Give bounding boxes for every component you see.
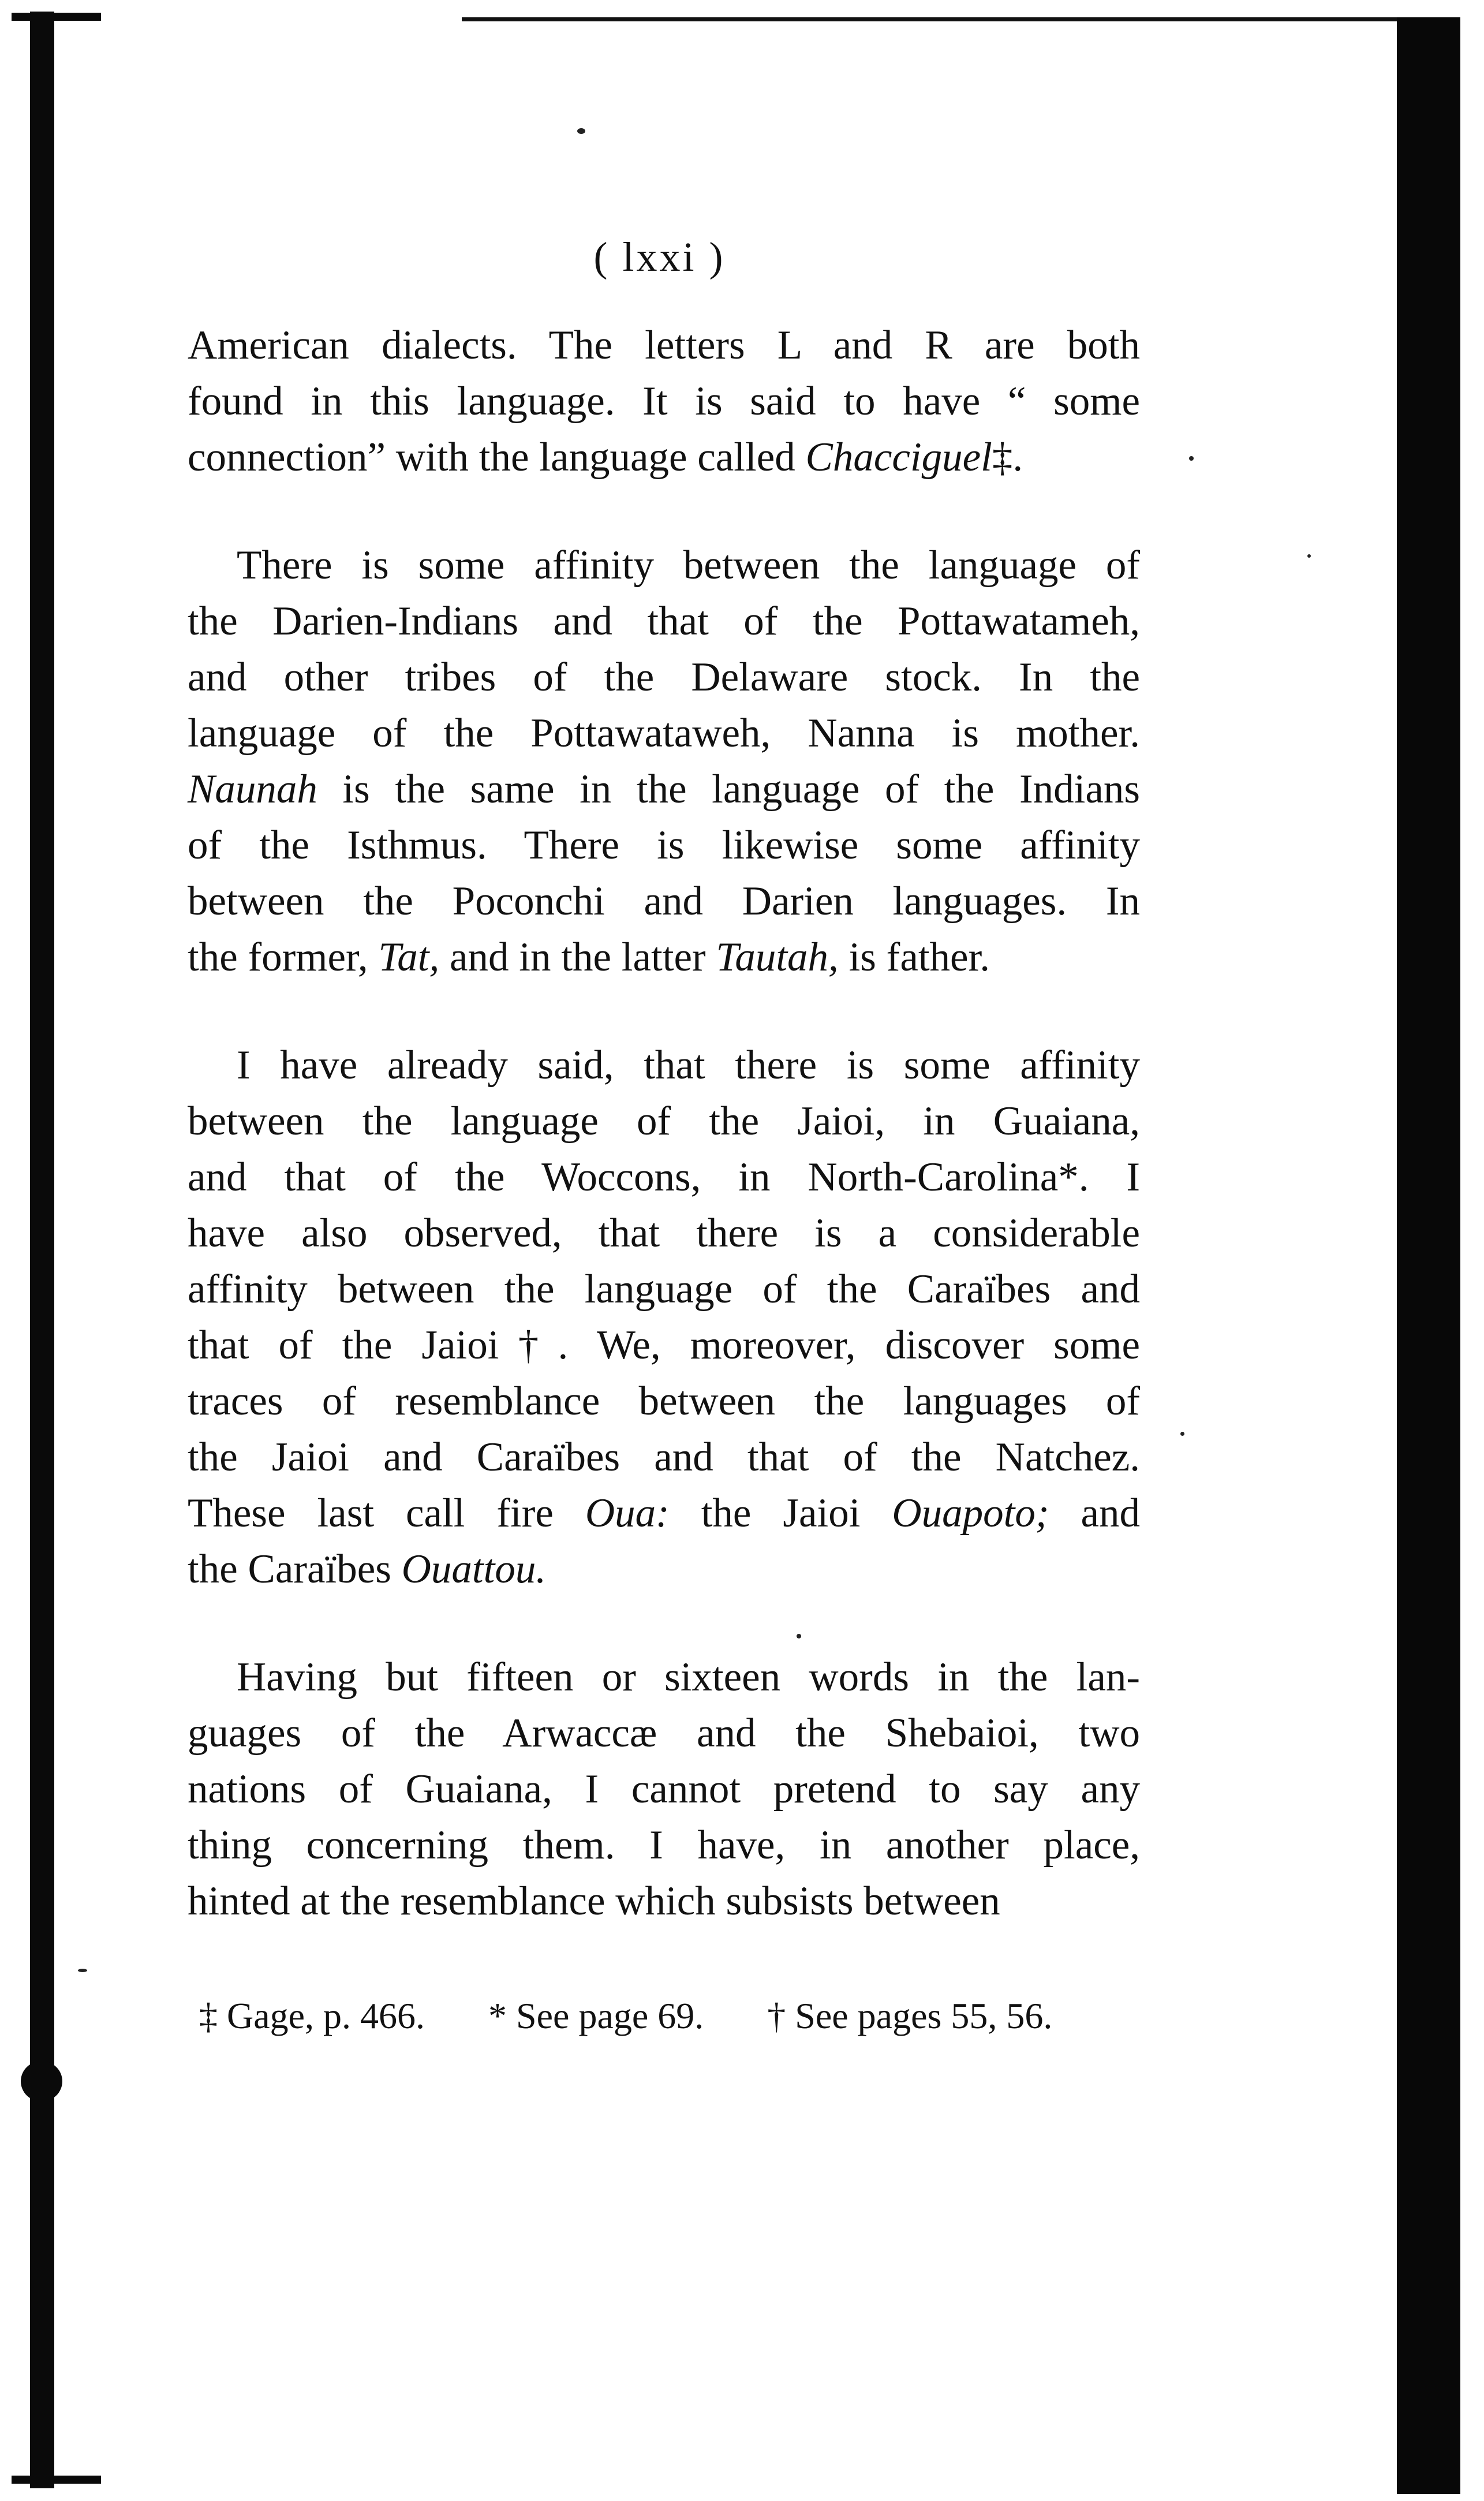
binding-bar-knob [21,2061,62,2101]
text-line: the Caraïbes Ouattou. [188,1547,547,1592]
text-line: between the language of the Jaioi, in Guaiana, [188,1099,1140,1144]
text-line: found in this language. It is said to have “ some [188,379,1140,424]
footnote-dagger: † See pages 55, 56. [767,1995,1053,2036]
binding-bar-top [12,13,101,21]
paragraph-2 [188,537,1140,986]
scan-speck [78,1969,87,1972]
text-line: American dialects. The letters L and R are both [188,323,1140,368]
text-line: guages of the Arwaccæ and the Shebaioi, two [188,1711,1140,1756]
top-edge-rule [462,17,1408,21]
text-line: Having but fifteen or sixteen words in the lan- [237,1655,1140,1700]
text-line: hinted at the resemblance which subsists between [188,1879,1000,1924]
footnote-double-dagger: ‡ Gage, p. 466. [199,1995,425,2036]
text-line: the Darien-Indians and that of the Pottawatameh, [188,599,1140,644]
text-line: and other tribes of the Delaware stock. In the [188,655,1140,700]
text-line: nations of Guaiana, I cannot pretend to say any [188,1767,1140,1812]
text-line: thing concerning them. I have, in another place, [188,1823,1140,1868]
right-page-edge [1397,17,1460,2494]
scan-speck [1189,456,1194,461]
paragraph-4 [188,1649,1140,1929]
paragraph-3 [188,1037,1140,1597]
text-line: There is some affinity between the language of [237,543,1140,588]
text-line: These last call fire Oua: the Jaioi Ouapoto; and [188,1491,1140,1536]
text-line: of the Isthmus. There is likewise some affinity [188,823,1140,868]
text-line: traces of resemblance between the languages of [188,1379,1140,1424]
body-text [188,318,1140,1929]
footnote-asterisk: * See page 69. [488,1995,704,2036]
binding-bar [30,12,54,2488]
book-page [188,219,1140,2039]
text-line: I have already said, that there is some affinity [237,1043,1140,1088]
scan-speck [1307,554,1311,558]
scan-speck [577,128,585,134]
text-line: have also observed, that there is a considerable [188,1211,1140,1256]
text-line: language of the Pottawataweh, Nanna is mother. [188,711,1140,756]
text-line: Naunah is the same in the language of the Indians [188,767,1140,812]
text-line: affinity between the language of the Caraïbes and [188,1267,1140,1312]
paragraph-1 [188,318,1140,486]
text-line: between the Poconchi and Darien languages. In [188,879,1140,924]
footnotes [188,1993,1140,2039]
scan-speck [1180,1432,1184,1436]
text-line: that of the Jaioi†. We, moreover, discover some [188,1323,1140,1368]
text-line: the Jaioi and Caraïbes and that of the Natchez. [188,1435,1140,1480]
text-line: the former, Tat, and in the latter Tautah, is father. [188,935,990,980]
binding-bar-bottom [12,2476,101,2484]
page-number: ( lxxi ) [593,234,726,280]
text-line: connection” with the language called Chacciguel‡. [188,435,1023,480]
text-line: and that of the Woccons, in North-Carolina*. I [188,1155,1140,1200]
